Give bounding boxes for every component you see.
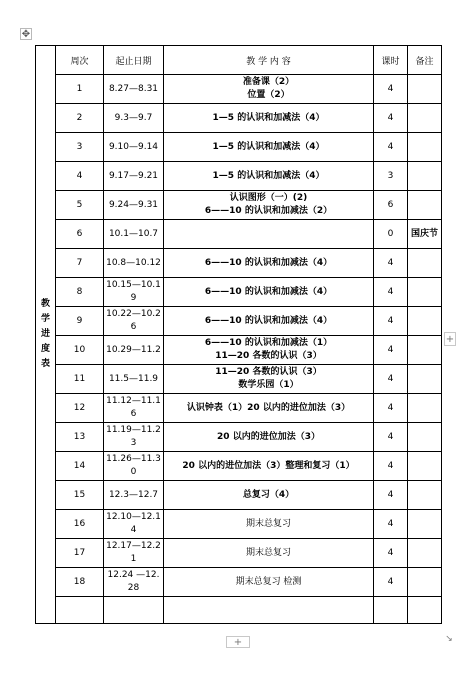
hours-cell[interactable]: 3 [374,162,408,191]
content-line: 认识图形（一）(2) [229,193,308,203]
week-cell[interactable]: 18 [56,568,104,597]
add-row-icon[interactable]: + [226,636,250,648]
notes-cell[interactable] [408,539,442,568]
dates-cell[interactable]: 9.17—9.21 [104,162,164,191]
content-line: 11—20 各数的认识（3） [215,351,322,361]
hours-cell[interactable]: 4 [374,452,408,481]
header-hours: 课时 [374,46,408,75]
content-cell[interactable] [164,307,374,336]
week-cell[interactable]: 12 [56,394,104,423]
dates-cell[interactable]: 9.24—9.31 [104,191,164,220]
hours-cell[interactable]: 4 [374,365,408,394]
notes-cell[interactable] [408,75,442,104]
week-cell[interactable]: 9 [56,307,104,336]
table-row [36,191,442,220]
table-row [36,75,442,104]
table-row [36,249,442,278]
content-line: 期末总复习 检测 [235,576,302,587]
dates-cell[interactable]: 10.22—10.26 [104,307,164,336]
notes-cell[interactable] [408,481,442,510]
side-label-char: 进 [40,329,50,339]
content-line: 6——10 的认识和加减法（1） [204,338,333,348]
empty-cell[interactable] [56,597,104,624]
hours-cell[interactable]: 4 [374,481,408,510]
notes-cell[interactable] [408,394,442,423]
hours-cell[interactable]: 4 [374,336,408,365]
content-cell[interactable] [164,133,374,162]
week-cell[interactable]: 15 [56,481,104,510]
dates-cell[interactable]: 12.24 —12.28 [104,568,164,597]
content-cell[interactable] [164,162,374,191]
content-line: 20 以内的进位加法（3） [217,431,320,442]
side-label-char: 度 [40,344,50,354]
dates-cell[interactable]: 10.15—10.19 [104,278,164,307]
content-line: 1—5 的认识和加减法（4） [212,170,325,181]
content-line: 6——10 的认识和加减法（4） [204,315,333,326]
notes-cell[interactable] [408,162,442,191]
week-cell[interactable]: 11 [56,365,104,394]
notes-cell[interactable] [408,104,442,133]
week-cell[interactable]: 8 [56,278,104,307]
hours-cell[interactable]: 4 [374,104,408,133]
notes-cell[interactable] [408,133,442,162]
hours-cell[interactable]: 4 [374,510,408,539]
teaching-schedule-table [35,45,442,624]
empty-cell[interactable] [408,597,442,624]
week-cell[interactable]: 4 [56,162,104,191]
content-cell[interactable] [164,568,374,597]
content-cell[interactable] [164,191,374,220]
week-cell[interactable]: 7 [56,249,104,278]
header-dates: 起止日期 [104,46,164,75]
hours-cell[interactable]: 4 [374,423,408,452]
content-line: 6——10 的认识和加减法（2） [204,206,333,216]
table-row [36,481,442,510]
content-line: 1—5 的认识和加减法（4） [212,141,325,152]
header-week: 周次 [56,46,104,75]
side-label [36,46,56,624]
hours-cell[interactable]: 4 [374,539,408,568]
table-row [36,220,442,249]
content-cell[interactable] [164,394,374,423]
week-cell[interactable]: 13 [56,423,104,452]
content-cell[interactable] [164,365,374,394]
table-row [36,133,442,162]
content-line: 1—5 的认识和加减法（4） [212,112,325,123]
dates-cell[interactable]: 12.17—12.21 [104,539,164,568]
content-line: 准备课（2） [242,77,295,87]
table-row [36,307,442,336]
week-cell[interactable]: 16 [56,510,104,539]
blank-row [36,597,442,624]
hours-cell[interactable]: 6 [374,191,408,220]
content-cell[interactable] [164,278,374,307]
hours-cell[interactable]: 4 [374,278,408,307]
week-cell[interactable]: 14 [56,452,104,481]
notes-cell[interactable] [408,423,442,452]
header-row [36,46,442,75]
table-row [36,539,442,568]
content-line: 期末总复习 [245,518,291,529]
table-row [36,336,442,365]
hours-cell[interactable]: 4 [374,394,408,423]
table-row [36,568,442,597]
side-label-char: 表 [40,359,50,369]
add-column-icon[interactable]: + [445,334,455,345]
week-cell[interactable]: 10 [56,336,104,365]
dates-cell[interactable]: 11.19—11.23 [104,423,164,452]
week-cell[interactable]: 6 [56,220,104,249]
content-line: 数学乐园（1） [238,380,299,390]
table-move-icon[interactable]: ✥ [21,29,31,40]
notes-cell[interactable] [408,568,442,597]
content-line: 20 以内的进位加法（3）整理和复习（1） [182,460,355,471]
content-cell[interactable] [164,336,374,365]
content-line: 6——10 的认识和加减法（4） [204,257,333,268]
dates-cell[interactable]: 10.1—10.7 [104,220,164,249]
content-line: 认识钟表（1）20 以内的进位加法（3） [186,402,351,413]
table-row [36,394,442,423]
week-cell[interactable]: 5 [56,191,104,220]
table-row [36,104,442,133]
hours-cell[interactable]: 0 [374,220,408,249]
content-cell[interactable] [164,452,374,481]
empty-cell[interactable] [104,597,164,624]
side-label-char: 学 [40,314,50,324]
content-line: 11—20 各数的认识（3） [215,367,322,377]
table-body [36,46,442,624]
content-cell[interactable] [164,249,374,278]
content-cell[interactable] [164,539,374,568]
table-row [36,162,442,191]
table-row [36,452,442,481]
content-cell[interactable] [164,104,374,133]
header-content: 教 学 内 容 [164,46,374,75]
notes-cell[interactable] [408,452,442,481]
content-line [166,228,371,240]
table-row [36,423,442,452]
table-row [36,278,442,307]
header-notes: 备注 [408,46,442,75]
side-label-char: 教 [40,299,50,309]
dates-cell[interactable]: 10.8—10.12 [104,249,164,278]
notes-cell[interactable] [408,365,442,394]
dates-cell[interactable]: 9.10—9.14 [104,133,164,162]
hours-cell[interactable]: 4 [374,568,408,597]
content-line: 6——10 的认识和加减法（4） [204,286,333,297]
content-cell[interactable] [164,220,374,249]
empty-cell[interactable] [164,597,374,624]
content-cell[interactable] [164,481,374,510]
notes-cell[interactable] [408,249,442,278]
notes-cell[interactable] [408,307,442,336]
dates-cell[interactable]: 9.3—9.7 [104,104,164,133]
table-row [36,365,442,394]
table-resize-icon[interactable]: ↘ [445,634,453,644]
content-cell[interactable] [164,75,374,104]
content-line: 期末总复习 [245,547,291,558]
empty-cell[interactable] [374,597,408,624]
hours-cell[interactable]: 4 [374,133,408,162]
dates-cell[interactable]: 11.12—11.16 [104,394,164,423]
notes-cell[interactable] [408,278,442,307]
content-line: 位置（2） [247,90,290,100]
hours-cell[interactable]: 4 [374,307,408,336]
notes-cell[interactable]: 国庆节 [408,220,442,249]
content-cell[interactable] [164,423,374,452]
dates-cell[interactable]: 11.26—11.30 [104,452,164,481]
dates-cell[interactable]: 8.27—8.31 [104,75,164,104]
week-cell[interactable]: 3 [56,133,104,162]
dates-cell[interactable]: 10.29—11.2 [104,336,164,365]
notes-cell[interactable] [408,336,442,365]
content-cell[interactable] [164,510,374,539]
notes-cell[interactable] [408,510,442,539]
hours-cell[interactable]: 4 [374,249,408,278]
content-line: 总复习（4） [242,489,295,500]
hours-cell[interactable]: 4 [374,75,408,104]
week-cell[interactable]: 17 [56,539,104,568]
dates-cell[interactable]: 11.5—11.9 [104,365,164,394]
week-cell[interactable]: 2 [56,104,104,133]
notes-cell[interactable] [408,191,442,220]
dates-cell[interactable]: 12.3—12.7 [104,481,164,510]
table-row [36,510,442,539]
dates-cell[interactable]: 12.10—12.14 [104,510,164,539]
week-cell[interactable]: 1 [56,75,104,104]
